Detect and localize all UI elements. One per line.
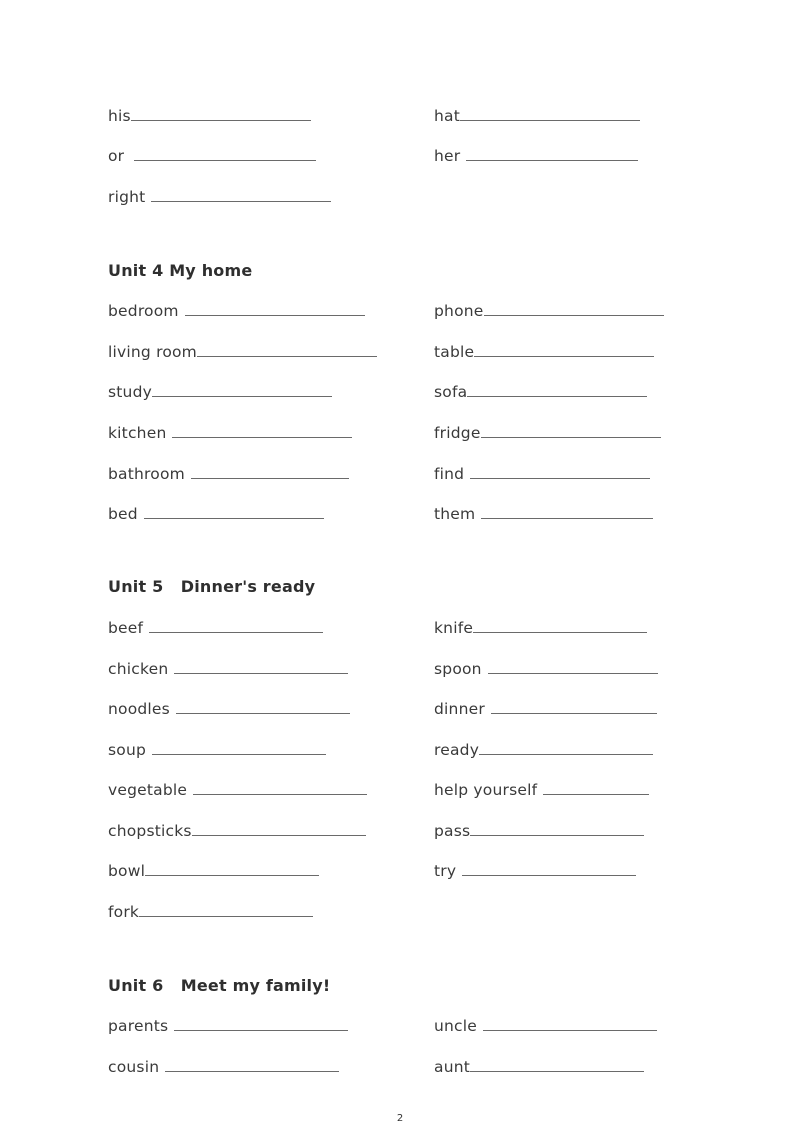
- word-entry: study: [108, 382, 332, 402]
- answer-blank[interactable]: [144, 504, 324, 519]
- answer-blank[interactable]: [467, 382, 647, 397]
- word-entry: bedroom: [108, 301, 365, 321]
- word-entry: try: [434, 861, 636, 881]
- word-entry: living room: [108, 342, 377, 362]
- answer-blank[interactable]: [488, 659, 658, 674]
- answer-blank[interactable]: [470, 821, 644, 836]
- answer-blank[interactable]: [174, 1016, 348, 1031]
- answer-blank[interactable]: [191, 464, 349, 479]
- answer-blank[interactable]: [172, 423, 352, 438]
- answer-blank[interactable]: [470, 464, 650, 479]
- word-entry: bathroom: [108, 464, 349, 484]
- answer-blank[interactable]: [483, 1016, 657, 1031]
- answer-blank[interactable]: [462, 861, 636, 876]
- answer-blank[interactable]: [466, 146, 638, 161]
- answer-blank[interactable]: [152, 740, 326, 755]
- word-entry: fridge: [434, 423, 661, 443]
- answer-blank[interactable]: [131, 106, 311, 121]
- answer-blank[interactable]: [543, 780, 649, 795]
- word-entry: her: [434, 146, 638, 166]
- word-entry: parents: [108, 1016, 348, 1036]
- answer-blank[interactable]: [474, 342, 654, 357]
- unit-heading: Unit 5 Dinner's ready: [108, 577, 316, 596]
- answer-blank[interactable]: [491, 699, 657, 714]
- word-entry: aunt: [434, 1057, 644, 1077]
- answer-blank[interactable]: [145, 861, 319, 876]
- word-entry: ready: [434, 740, 653, 760]
- word-entry: noodles: [108, 699, 350, 719]
- answer-blank[interactable]: [176, 699, 350, 714]
- word-entry: right: [108, 187, 331, 207]
- answer-blank[interactable]: [185, 301, 365, 316]
- answer-blank[interactable]: [460, 106, 640, 121]
- word-entry: them: [434, 504, 653, 524]
- unit-heading: Unit 6 Meet my family!: [108, 976, 331, 995]
- answer-blank[interactable]: [197, 342, 377, 357]
- word-entry: his: [108, 106, 311, 126]
- answer-blank[interactable]: [151, 187, 331, 202]
- word-entry: table: [434, 342, 654, 362]
- word-entry: find: [434, 464, 650, 484]
- answer-blank[interactable]: [152, 382, 332, 397]
- word-entry: pass: [434, 821, 644, 841]
- answer-blank[interactable]: [473, 618, 647, 633]
- word-entry: chicken: [108, 659, 348, 679]
- answer-blank[interactable]: [470, 1057, 644, 1072]
- word-entry: fork: [108, 902, 313, 922]
- answer-blank[interactable]: [165, 1057, 339, 1072]
- answer-blank[interactable]: [193, 780, 367, 795]
- word-entry: uncle: [434, 1016, 657, 1036]
- word-entry: vegetable: [108, 780, 367, 800]
- word-entry: cousin: [108, 1057, 339, 1077]
- answer-blank[interactable]: [479, 740, 653, 755]
- word-entry: sofa: [434, 382, 647, 402]
- answer-blank[interactable]: [481, 423, 661, 438]
- word-entry: beef: [108, 618, 323, 638]
- answer-blank[interactable]: [174, 659, 348, 674]
- word-entry: phone: [434, 301, 664, 321]
- word-entry: help yourself: [434, 780, 649, 800]
- unit-heading: Unit 4 My home: [108, 261, 253, 280]
- answer-blank[interactable]: [149, 618, 323, 633]
- answer-blank[interactable]: [139, 902, 313, 917]
- word-entry: spoon: [434, 659, 658, 679]
- answer-blank[interactable]: [134, 146, 316, 161]
- answer-blank[interactable]: [481, 504, 653, 519]
- word-entry: chopsticks: [108, 821, 366, 841]
- word-entry: soup: [108, 740, 326, 760]
- answer-blank[interactable]: [484, 301, 664, 316]
- answer-blank[interactable]: [192, 821, 366, 836]
- word-entry: kitchen: [108, 423, 352, 443]
- page-number: 2: [396, 1113, 404, 1124]
- word-entry: dinner: [434, 699, 657, 719]
- word-entry: hat: [434, 106, 640, 126]
- word-entry: bowl: [108, 861, 319, 881]
- word-entry: bed: [108, 504, 324, 524]
- word-entry: knife: [434, 618, 647, 638]
- word-entry: or: [108, 146, 316, 166]
